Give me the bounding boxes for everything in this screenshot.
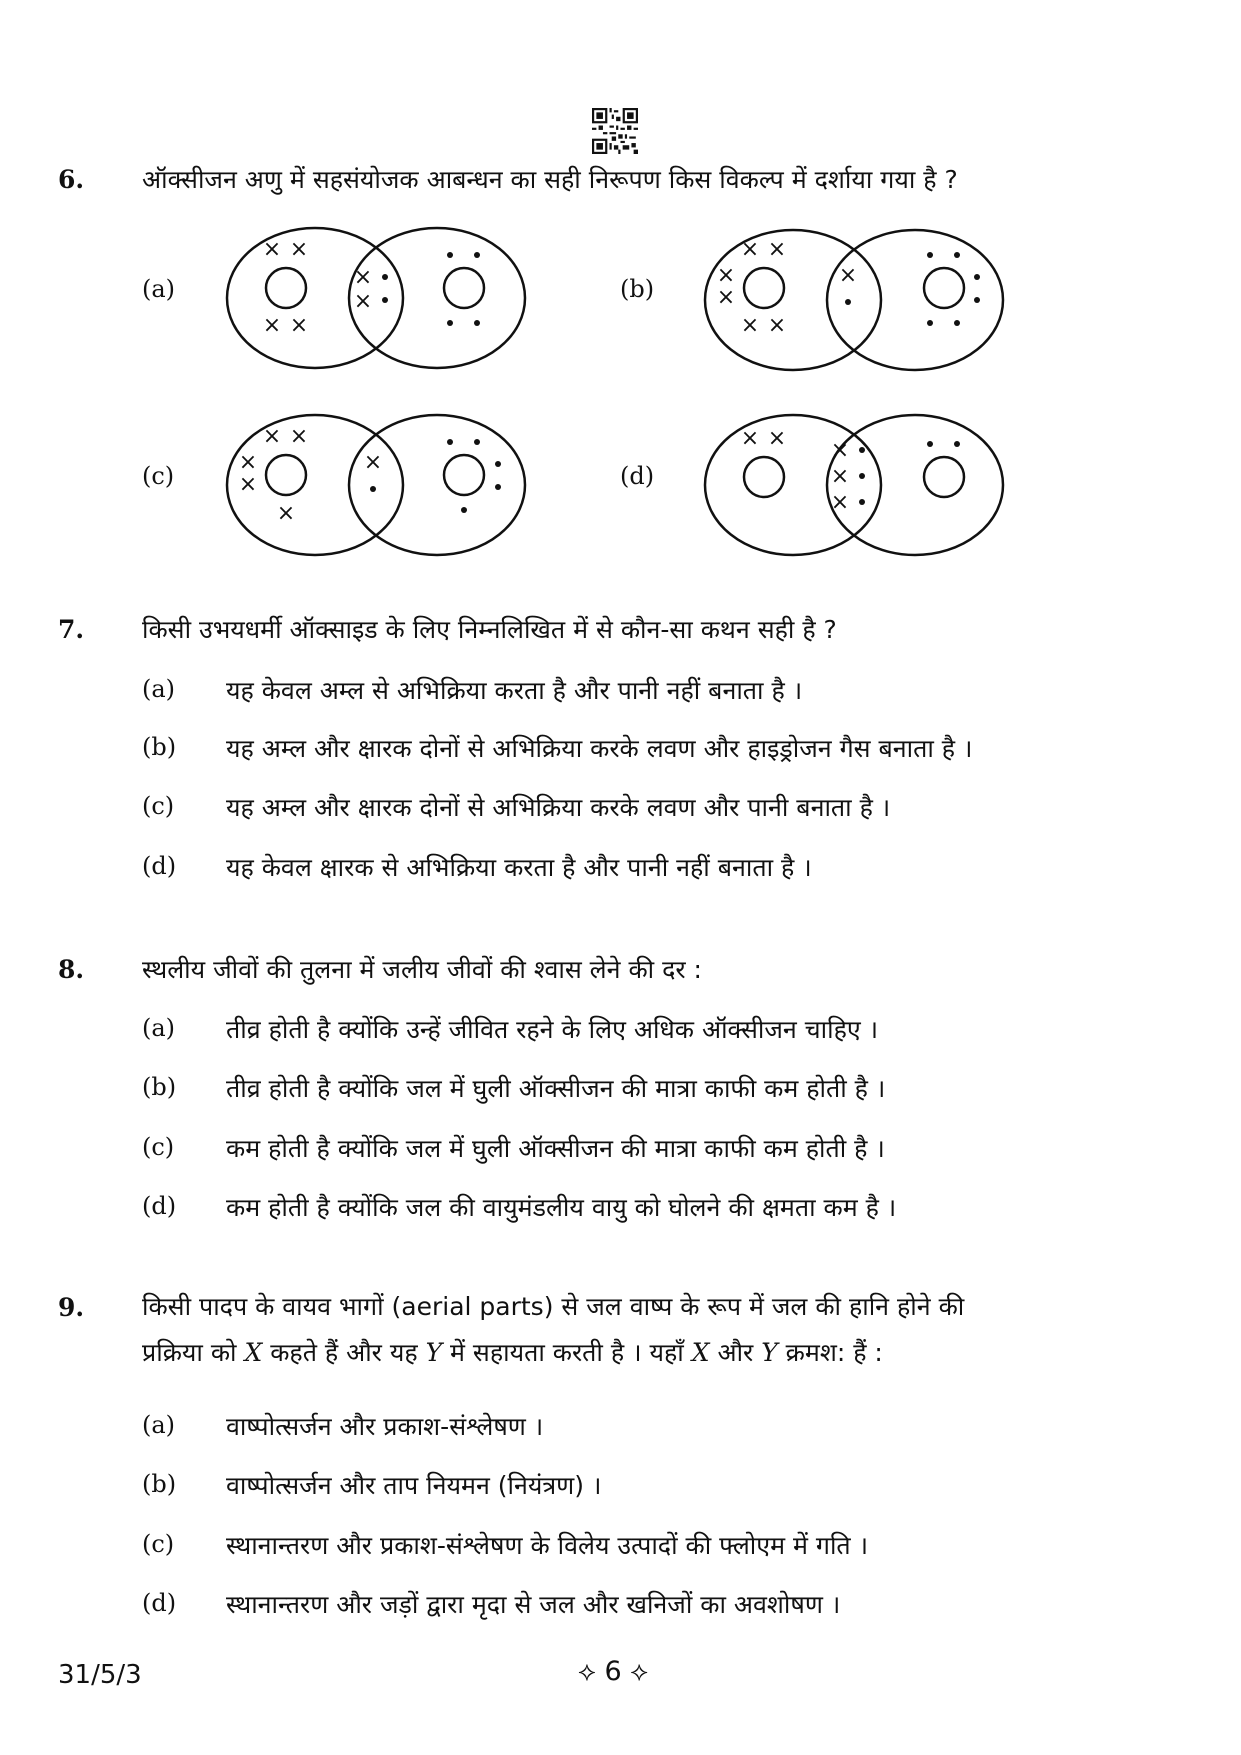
question-7-text: किसी उभयधर्मी ऑक्साइड के लिए निम्नलिखित में से कौन-सा कथन सही है ? bbox=[142, 615, 837, 644]
q9-option-a-label: (a) bbox=[142, 1411, 176, 1439]
q6-option-a-label: (a) bbox=[142, 275, 176, 303]
svg-text:×: × bbox=[262, 313, 282, 338]
q9-option-b-label: (b) bbox=[142, 1470, 177, 1498]
svg-text:×: × bbox=[353, 289, 373, 314]
svg-text:×: × bbox=[838, 263, 858, 288]
q7-option-d-label: (d) bbox=[142, 852, 177, 880]
page-ornament-left-icon: ⟡ bbox=[578, 1656, 605, 1687]
q7-option-a-label: (a) bbox=[142, 675, 176, 703]
variable-y: Y bbox=[761, 1338, 778, 1367]
svg-text:×: × bbox=[830, 438, 850, 463]
question-6-number: 6. bbox=[58, 165, 85, 194]
q8-option-c-text: कम होती है क्योंकि जल में घुली ऑक्सीजन की मात्रा काफी कम होती है । bbox=[226, 1134, 885, 1163]
q8-option-b-label: (b) bbox=[142, 1073, 177, 1101]
svg-text:×: × bbox=[238, 472, 258, 497]
svg-text:×: × bbox=[830, 464, 850, 489]
variable-x: X bbox=[691, 1338, 710, 1367]
q7-option-c-text: यह अम्ल और क्षारक दोनों से अभिक्रिया करके लवण और पानी बनाता है । bbox=[226, 793, 891, 822]
q6-option-b-label: (b) bbox=[620, 275, 655, 303]
q7-option-d-text: यह केवल क्षारक से अभिक्रिया करता है और पानी नहीं बनाता है । bbox=[226, 853, 812, 882]
svg-text:×: × bbox=[289, 237, 309, 262]
svg-text:×: × bbox=[716, 285, 736, 310]
variable-y: Y bbox=[425, 1338, 443, 1367]
paper-code: 31/5/3 bbox=[58, 1660, 142, 1690]
q6-option-a-diagram bbox=[210, 220, 550, 380]
page-number bbox=[578, 1656, 648, 1688]
q9-option-b-text: वाष्पोत्सर्जन और ताप नियमन (नियंत्रण) । bbox=[226, 1471, 602, 1500]
svg-text:×: × bbox=[289, 313, 309, 338]
svg-text:×: × bbox=[740, 237, 760, 262]
svg-text:×: × bbox=[740, 426, 760, 451]
variable-x: X bbox=[244, 1338, 263, 1367]
q7-option-b-label: (b) bbox=[142, 733, 177, 761]
svg-text:×: × bbox=[262, 424, 282, 449]
q6-option-d-diagram bbox=[690, 405, 1030, 565]
svg-text:×: × bbox=[289, 424, 309, 449]
svg-text:×: × bbox=[740, 313, 760, 338]
svg-text:×: × bbox=[363, 450, 383, 475]
q8-option-d-label: (d) bbox=[142, 1192, 177, 1220]
question-6-text: ऑक्सीजन अणु में सहसंयोजक आबन्धन का सही निरूपण किस विकल्प में दर्शाया गया है ? bbox=[142, 165, 958, 194]
svg-text:×: × bbox=[716, 263, 736, 288]
q9-text-part: क्रमश: हैं : bbox=[777, 1338, 883, 1367]
question-9-text-line1: किसी पादप के वायव भागों (aerial parts) से जल वाष्प के रूप में जल की हानि होने की bbox=[142, 1292, 965, 1321]
page-ornament-right-icon: ⟡ bbox=[621, 1656, 649, 1687]
q6-option-b-diagram bbox=[690, 220, 1030, 380]
q9-text-part: प्रक्रिया को bbox=[142, 1338, 245, 1367]
page-number-value: 6 bbox=[604, 1656, 622, 1687]
question-7-number: 7. bbox=[58, 615, 85, 644]
q9-text-part: में सहायता करती है । यहाँ bbox=[442, 1338, 692, 1367]
q9-option-d-label: (d) bbox=[142, 1589, 177, 1617]
q9-option-c-text: स्थानान्तरण और प्रकाश-संश्लेषण के विलेय उत्पादों की फ्लोएम में गति । bbox=[226, 1531, 869, 1560]
qr-code-icon bbox=[592, 108, 638, 154]
q8-option-b-text: तीव्र होती है क्योंकि जल में घुली ऑक्सीजन की मात्रा काफी कम होती है । bbox=[226, 1074, 886, 1103]
q6-option-c-label: (c) bbox=[142, 462, 175, 490]
q9-option-d-text: स्थानान्तरण और जड़ों द्वारा मृदा से जल और खनिजों का अवशोषण । bbox=[226, 1590, 841, 1619]
svg-text:×: × bbox=[767, 313, 787, 338]
q6-option-d-label: (d) bbox=[620, 462, 655, 490]
svg-text:×: × bbox=[830, 490, 850, 515]
question-8-number: 8. bbox=[58, 955, 85, 984]
q8-option-a-label: (a) bbox=[142, 1014, 176, 1042]
q9-option-a-text: वाष्पोत्सर्जन और प्रकाश-संश्लेषण । bbox=[226, 1412, 544, 1441]
q8-option-c-label: (c) bbox=[142, 1133, 175, 1161]
q9-option-c-label: (c) bbox=[142, 1530, 175, 1558]
svg-text:×: × bbox=[276, 501, 296, 526]
q9-text-part: कहते हैं और यह bbox=[262, 1338, 426, 1367]
svg-text:×: × bbox=[767, 237, 787, 262]
q8-option-d-text: कम होती है क्योंकि जल की वायुमंडलीय वायु को घोलने की क्षमता कम है । bbox=[226, 1193, 897, 1222]
svg-text:×: × bbox=[238, 450, 258, 475]
q7-option-a-text: यह केवल अम्ल से अभिक्रिया करता है और पानी नहीं बनाता है । bbox=[226, 676, 803, 705]
q7-option-b-text: यह अम्ल और क्षारक दोनों से अभिक्रिया करके लवण और हाइड्रोजन गैस बनाता है । bbox=[226, 734, 973, 763]
svg-text:×: × bbox=[767, 426, 787, 451]
q7-option-c-label: (c) bbox=[142, 792, 175, 820]
question-9-text-line2 bbox=[142, 1336, 883, 1370]
q9-text-part: और bbox=[709, 1338, 762, 1367]
question-8-text: स्थलीय जीवों की तुलना में जलीय जीवों की श्वास लेने की दर : bbox=[142, 955, 702, 984]
q6-option-c-diagram bbox=[210, 405, 550, 565]
svg-text:×: × bbox=[353, 265, 373, 290]
question-9-number: 9. bbox=[58, 1293, 85, 1322]
svg-text:×: × bbox=[262, 237, 282, 262]
q8-option-a-text: तीव्र होती है क्योंकि उन्हें जीवित रहने के लिए अधिक ऑक्सीजन चाहिए । bbox=[226, 1015, 879, 1044]
